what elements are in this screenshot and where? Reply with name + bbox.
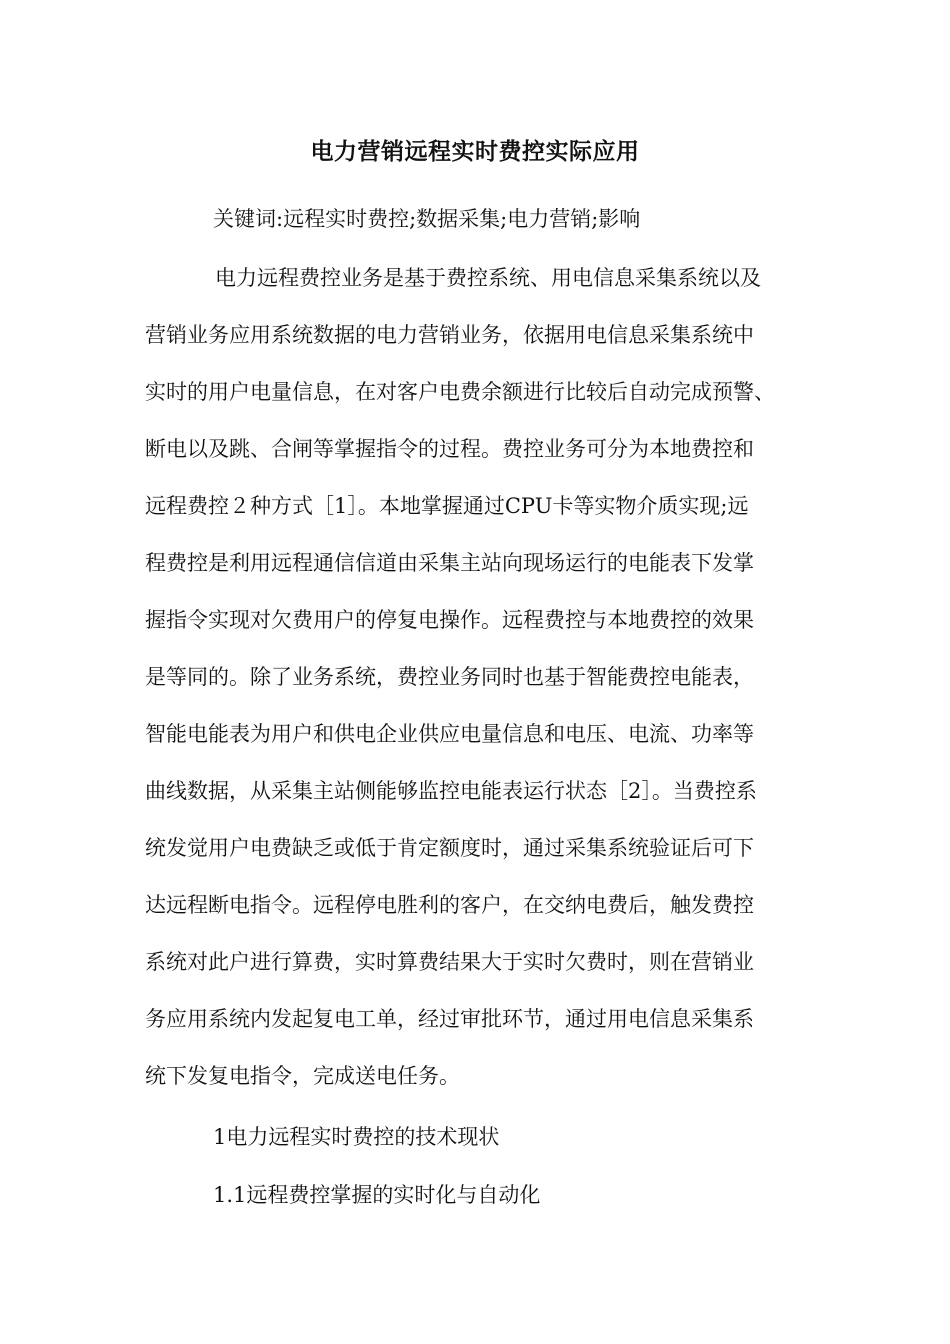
paragraph-line: 系统对此户进行算费，实时算费结果大于实时欠费时，则在营销业 [145, 950, 754, 974]
paragraph-line: 曲线数据，从采集主站侧能够监控电能表运行状态［2］。当费控系 [145, 779, 757, 803]
paragraph-line: 程费控是利用远程通信信道由采集主站向现场运行的电能表下发掌 [145, 551, 754, 575]
paragraph-line: 远程费控２种方式［1］。本地掌握通过CPU卡等实物介质实现;远 [145, 494, 749, 518]
paragraph-line: 实时的用户电量信息，在对客户电费余额进行比较后自动完成预警、 [145, 380, 775, 404]
paragraph-line: 达远程断电指令。远程停电胜利的客户，在交纳电费后，触发费控 [145, 893, 754, 917]
section-heading: 1电力远程实时费控的技术现状 [213, 1125, 500, 1149]
paragraph-line: 务应用系统内发起复电工单，经过审批环节，通过用电信息采集系 [145, 1007, 754, 1031]
paragraph-line: 智能电能表为用户和供电企业供应电量信息和电压、电流、功率等 [145, 722, 754, 746]
paragraph-line: 统发觉用户电费缺乏或低于肯定额度时，通过采集系统验证后可下 [145, 836, 754, 860]
paragraph-line: 是等同的。除了业务系统，费控业务同时也基于智能费控电能表， [145, 665, 754, 689]
paragraph-line: 营销业务应用系统数据的电力营销业务，依据用电信息采集系统中 [145, 323, 754, 347]
paragraph-line: 统下发复电指令，完成送电任务。 [145, 1064, 460, 1088]
paragraph-line: 握指令实现对欠费用户的停复电操作。远程费控与本地费控的效果 [145, 608, 754, 632]
paragraph-line: 电力远程费控业务是基于费控系统、用电信息采集系统以及 [215, 266, 761, 290]
subsection-heading: 1.1远程费控掌握的实时化与自动化 [213, 1183, 541, 1207]
document-title: 电力营销远程实时费控实际应用 [310, 138, 640, 165]
keywords-line: 关键词:远程实时费控;数据采集;电力营销;影响 [213, 207, 641, 231]
paragraph-line: 断电以及跳、合闸等掌握指令的过程。费控业务可分为本地费控和 [145, 437, 754, 461]
